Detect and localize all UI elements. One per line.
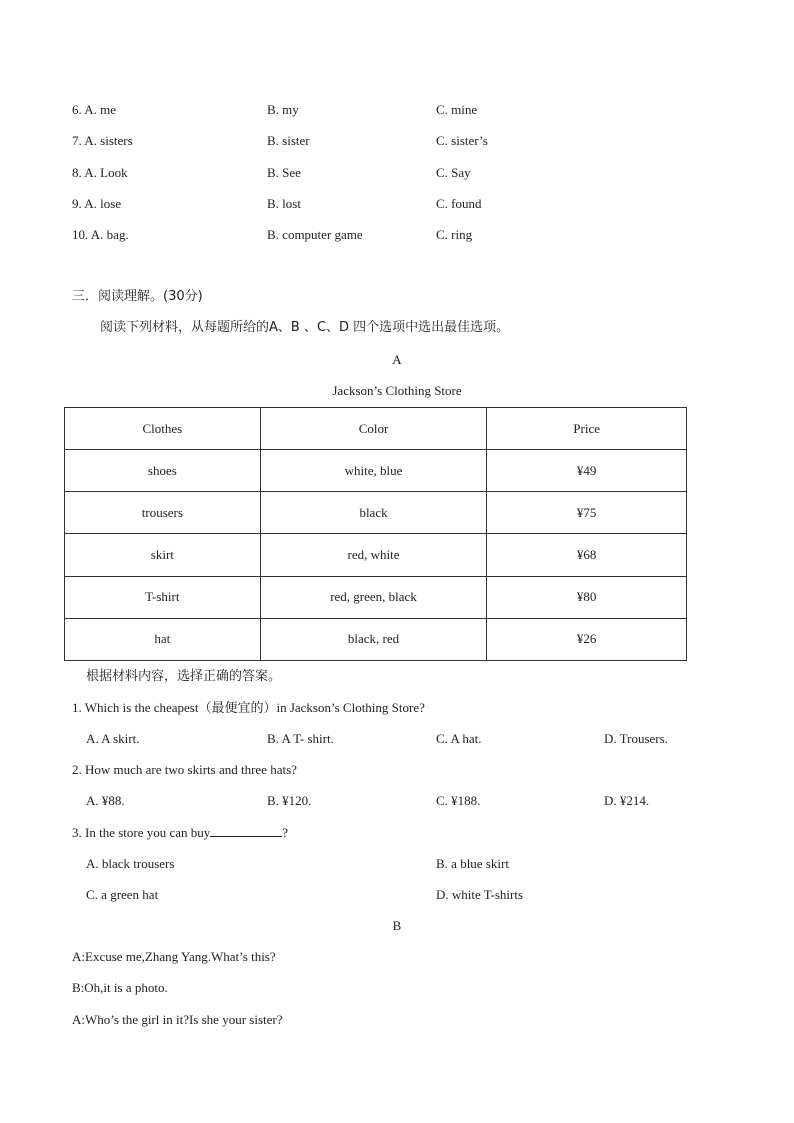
option-a: 7. A. sisters bbox=[72, 133, 133, 148]
answer-option: A. black trousers bbox=[86, 856, 175, 871]
table-row bbox=[65, 450, 687, 492]
table-cell: red, white bbox=[260, 534, 487, 576]
option-b: B. See bbox=[267, 165, 301, 180]
option-b: B. computer game bbox=[267, 227, 363, 242]
table-cell: black, red bbox=[260, 618, 487, 660]
option-a: 9. A. lose bbox=[72, 196, 122, 211]
table-row bbox=[65, 576, 687, 618]
table-row bbox=[65, 618, 687, 660]
answer-option: A. ¥88. bbox=[86, 793, 125, 808]
table-cell: ¥75 bbox=[487, 492, 687, 534]
dialogue-line: A:Who’s the girl in it?Is she your sister? bbox=[72, 1012, 283, 1027]
clothing-table bbox=[64, 407, 687, 661]
answer-option: C. ¥188. bbox=[436, 793, 481, 808]
answer-blank bbox=[210, 824, 282, 837]
column-header: Color bbox=[260, 408, 487, 450]
question-mark: ? bbox=[282, 825, 289, 840]
table-header-row bbox=[65, 408, 687, 450]
option-c: C. mine bbox=[436, 102, 478, 117]
answer-option: C. a green hat bbox=[86, 887, 159, 902]
option-b: B. sister bbox=[267, 133, 310, 148]
table-cell: shoes bbox=[65, 450, 261, 492]
question-stem-text: 3. In the store you can buy bbox=[72, 825, 211, 840]
table-cell: trousers bbox=[65, 492, 261, 534]
answer-option: D. ¥214. bbox=[604, 793, 650, 808]
question-stem: 2. How much are two skirts and three hats? bbox=[72, 762, 297, 777]
store-title: Jackson’s Clothing Store bbox=[332, 383, 462, 398]
section-instruction: 阅读下列材料，从每题所给的A、B 、C、D 四个选项中选出最佳选项。 bbox=[100, 320, 510, 335]
answer-option: B. a blue skirt bbox=[436, 856, 509, 871]
answer-option: B. ¥120. bbox=[267, 793, 312, 808]
option-c: C. Say bbox=[436, 165, 471, 180]
dialogue-line: B:Oh,it is a photo. bbox=[72, 980, 168, 995]
table-cell: ¥49 bbox=[487, 450, 687, 492]
table-instruction: 根据材料内容，选择正确的答案。 bbox=[86, 669, 282, 684]
question-stem: 1. Which is the cheapest（最便宜的）in Jackson’s Clothing Store? bbox=[72, 700, 425, 715]
option-a: 8. A. Look bbox=[72, 165, 128, 180]
option-c: C. ring bbox=[436, 227, 473, 242]
table-cell: white, blue bbox=[260, 450, 487, 492]
passage-a-label: A bbox=[392, 352, 402, 367]
answer-option: B. A T- shirt. bbox=[267, 731, 334, 746]
answer-option: D. Trousers. bbox=[604, 731, 668, 746]
answer-option: A. A skirt. bbox=[86, 731, 140, 746]
passage-b-label: B bbox=[392, 918, 402, 933]
table-cell: ¥26 bbox=[487, 618, 687, 660]
table-cell: black bbox=[260, 492, 487, 534]
section-heading: 三．阅读理解。(30分) bbox=[72, 289, 203, 304]
option-c: C. found bbox=[436, 196, 482, 211]
table-cell: red, green, black bbox=[260, 576, 487, 618]
question-stem bbox=[72, 824, 288, 841]
answer-option: C. A hat. bbox=[436, 731, 482, 746]
table-cell: ¥80 bbox=[487, 576, 687, 618]
option-a: 6. A. me bbox=[72, 102, 117, 117]
option-b: B. my bbox=[267, 102, 299, 117]
answer-option: D. white T-shirts bbox=[436, 887, 524, 902]
column-header: Price bbox=[487, 408, 687, 450]
table-row bbox=[65, 534, 687, 576]
table-cell: hat bbox=[65, 618, 261, 660]
column-header: Clothes bbox=[65, 408, 261, 450]
table-row bbox=[65, 492, 687, 534]
table-cell: T-shirt bbox=[65, 576, 261, 618]
option-b: B. lost bbox=[267, 196, 301, 211]
option-a: 10. A. bag. bbox=[72, 227, 129, 242]
table-cell: ¥68 bbox=[487, 534, 687, 576]
dialogue-line: A:Excuse me,Zhang Yang.What’s this? bbox=[72, 949, 276, 964]
table-cell: skirt bbox=[65, 534, 261, 576]
option-c: C. sister’s bbox=[436, 133, 488, 148]
